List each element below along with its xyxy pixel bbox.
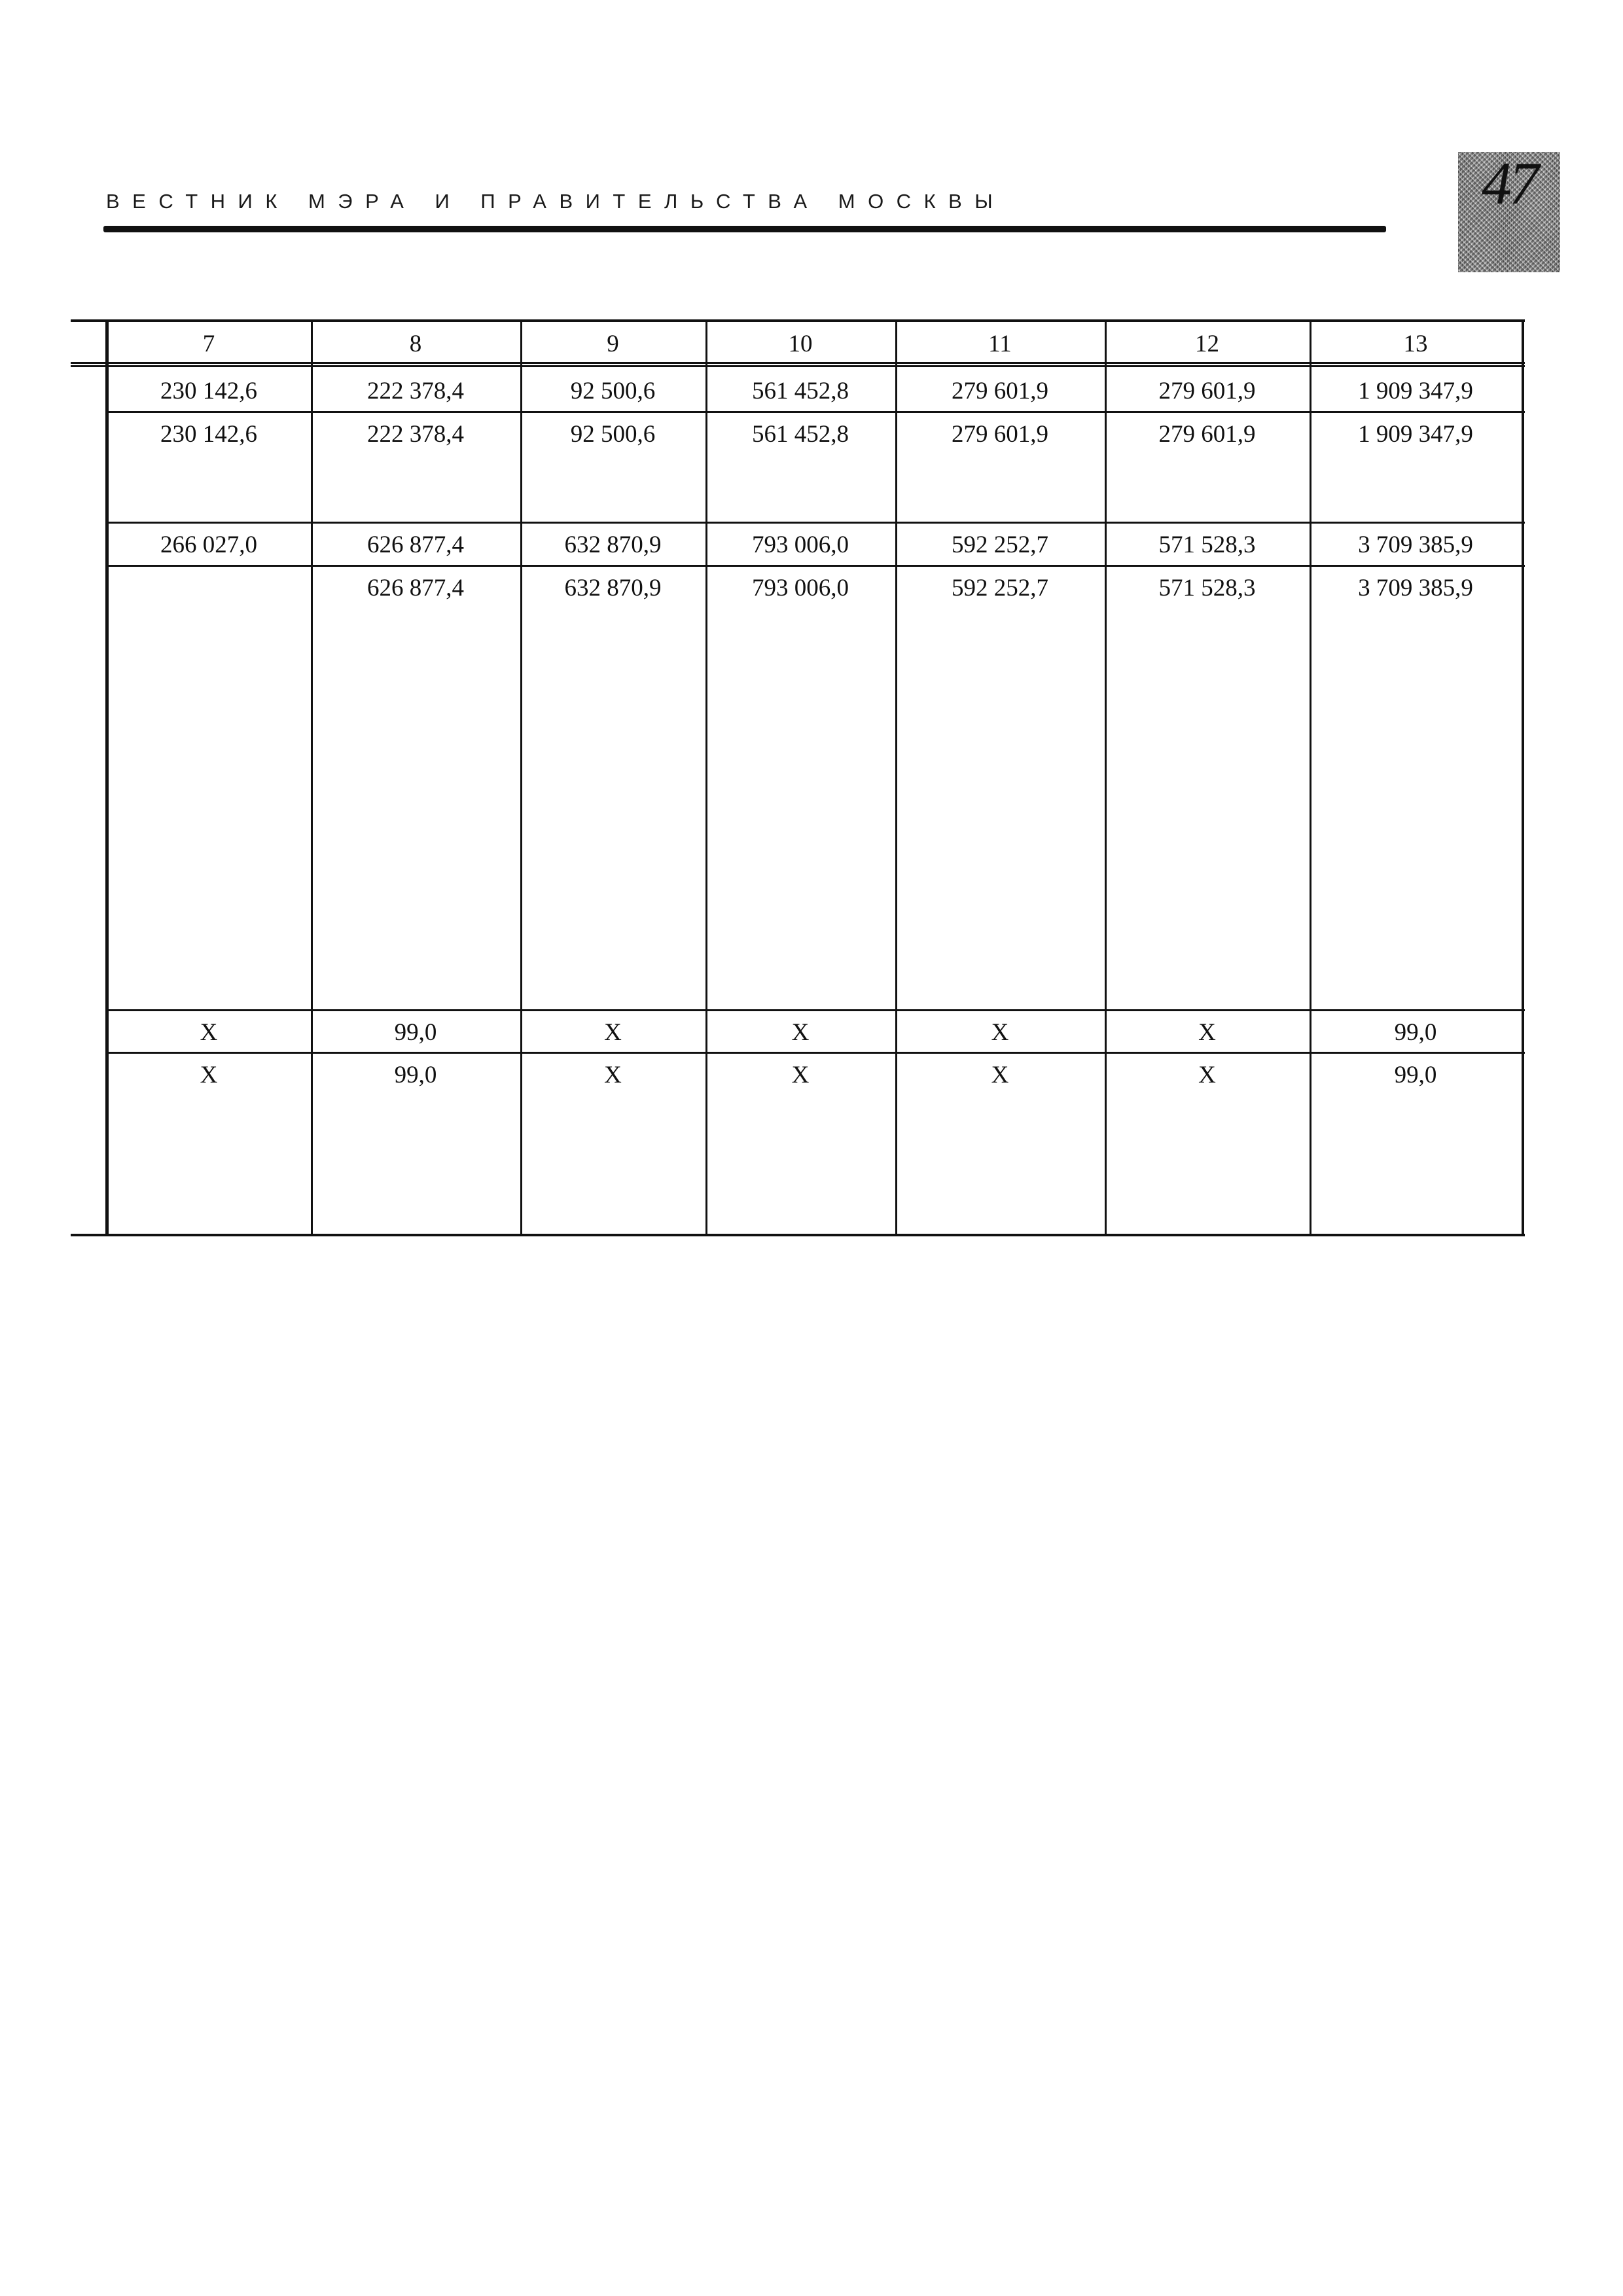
table-cell: 571 528,3	[1158, 531, 1256, 558]
table-cell: 626 877,4	[367, 575, 464, 601]
table-cell: 632 870,9	[564, 575, 662, 601]
header-rule	[103, 226, 1386, 232]
page-number-badge	[1458, 152, 1560, 272]
table-cell: 92 500,6	[570, 421, 656, 448]
table-cell: 1 909 347,9	[1358, 421, 1473, 448]
table-top-rule	[71, 319, 1525, 322]
column-header: 7	[202, 331, 215, 357]
column-header: 12	[1195, 331, 1219, 357]
table-cell: 592 252,7	[952, 575, 1048, 601]
table-cell: 279 601,9	[1158, 378, 1256, 404]
table-cell: 222 378,4	[367, 421, 464, 448]
row-divider	[107, 1009, 1525, 1011]
table-cell: 571 528,3	[1158, 575, 1256, 601]
table-cell: 592 252,7	[952, 531, 1048, 558]
table-cell: 99,0	[394, 1019, 437, 1046]
table-cell: X	[200, 1019, 218, 1046]
table-cell: 99,0	[1394, 1019, 1437, 1046]
column-header: 9	[607, 331, 619, 357]
table-cell: 3 709 385,9	[1358, 575, 1473, 601]
table-cell: 626 877,4	[367, 531, 464, 558]
column-divider	[895, 319, 897, 1235]
column-divider	[520, 319, 522, 1235]
table-cell: 99,0	[394, 1062, 437, 1088]
table-cell: X	[200, 1062, 218, 1088]
column-divider	[1310, 319, 1311, 1235]
page-number: 47	[1482, 150, 1537, 217]
table-cell: 92 500,6	[570, 378, 656, 404]
table-cell: X	[1198, 1019, 1216, 1046]
table-cell: 632 870,9	[564, 531, 662, 558]
row-divider	[107, 522, 1525, 524]
table-cell: X	[604, 1062, 622, 1088]
table-cell: X	[991, 1062, 1009, 1088]
table-right-rule	[1522, 319, 1524, 1236]
column-header: 13	[1403, 331, 1428, 357]
column-header: 8	[409, 331, 422, 357]
table-cell: 230 142,6	[160, 378, 257, 404]
table-cell: X	[1198, 1062, 1216, 1088]
column-divider	[1105, 319, 1107, 1235]
table-cell: 279 601,9	[952, 421, 1048, 448]
table-bottom-rule	[71, 1234, 1525, 1236]
publication-title: ВЕСТНИК МЭРА И ПРАВИТЕЛЬСТВА МОСКВЫ	[106, 190, 1006, 213]
table-cell: X	[791, 1019, 810, 1046]
table-cell: 279 601,9	[952, 378, 1048, 404]
table-cell: X	[604, 1019, 622, 1046]
table-cell: 1 909 347,9	[1358, 378, 1473, 404]
table-cell: 222 378,4	[367, 378, 464, 404]
table-cell: 279 601,9	[1158, 421, 1256, 448]
header-bottom-rule	[71, 362, 1525, 364]
row-divider	[107, 1052, 1525, 1054]
table-cell: 266 027,0	[160, 531, 257, 558]
column-divider	[311, 319, 313, 1235]
table-cell: X	[791, 1062, 810, 1088]
table-cell: 561 452,8	[752, 378, 849, 404]
column-header: 11	[988, 331, 1012, 357]
table-cell: 230 142,6	[160, 421, 257, 448]
table-cell: 3 709 385,9	[1358, 531, 1473, 558]
row-divider	[107, 565, 1525, 567]
table-cell: 99,0	[1394, 1062, 1437, 1088]
header-bottom-rule-double	[71, 365, 1525, 367]
table-cell: X	[991, 1019, 1009, 1046]
table-cell: 793 006,0	[752, 575, 849, 601]
table-left-rule	[105, 319, 109, 1236]
column-header: 10	[788, 331, 813, 357]
row-divider	[107, 411, 1525, 413]
table-cell: 793 006,0	[752, 531, 849, 558]
table-cell: 561 452,8	[752, 421, 849, 448]
column-divider	[705, 319, 707, 1235]
